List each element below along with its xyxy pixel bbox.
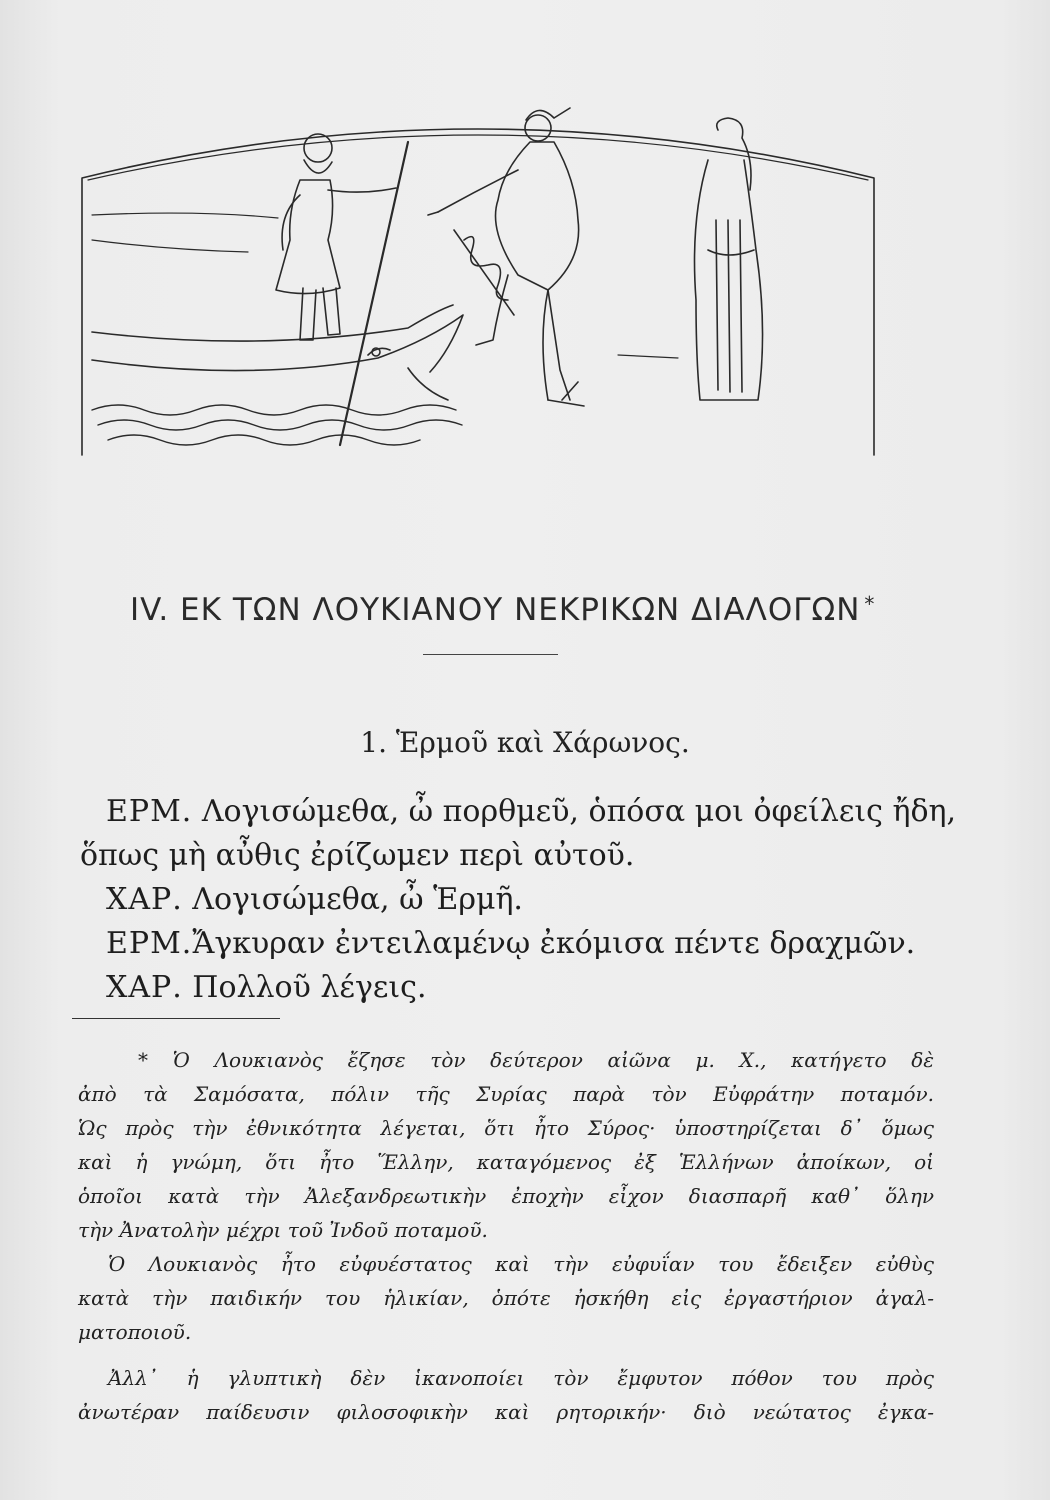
speaker-label: ΧΑΡ. <box>106 970 183 1005</box>
chapter-title-text: IV. ΕΚ ΤΩΝ ΛΟΥΚΙΑΝΟΥ ΝΕΚΡΙΚΩΝ ΔΙΑΛΟΓΩΝ <box>130 592 861 628</box>
footnote-line: Ὡς πρὸς τὴν ἐθνικότητα λέγεται, ὅτι ἦτο Σύρος· ὑποστηρίζεται δ᾿ ὅμως <box>78 1116 934 1140</box>
footnote-line: καὶ ἡ γνώμη, ὅτι ἦτο Ἕλλην, καταγόμενος ἐξ Ἑλλήνων ἀποίκων, οἱ <box>78 1150 934 1174</box>
dialogue-text <box>80 790 957 1010</box>
speaker-label: ΕΡΜ. <box>106 794 193 829</box>
footnote-divider <box>72 1018 280 1019</box>
shrouded-soul-figure <box>695 118 763 400</box>
chapter-title <box>130 592 950 628</box>
hermes-figure <box>428 108 584 406</box>
paragraph-gap <box>78 1349 934 1361</box>
title-divider <box>423 654 558 655</box>
footnote-line: * Ὁ Λουκιανὸς ἔζησε τὸν δεύτερον αἰῶνα μ. Χ., κατήγετο δὲ <box>138 1048 934 1072</box>
dialogue-utterance: Πολλοῦ λέγεις. <box>192 970 427 1005</box>
footnote-line: Ὁ Λουκιανὸς ἦτο εὐφυέστατος καὶ τὴν εὐφυΐαν του ἔδειξεν εὐθὺς <box>108 1252 934 1276</box>
charon-pole <box>340 142 408 445</box>
charon-hermes-illustration <box>78 100 878 460</box>
frame-arch <box>82 129 874 455</box>
charon-figure <box>276 134 396 340</box>
speaker-label: ΕΡΜ. <box>106 926 193 961</box>
speaker-label: ΧΑΡ. <box>106 882 183 917</box>
footnote-line: ἀπὸ τὰ Σαμόσατα, πόλιν τῆς Συρίας παρὰ τὸν Εὐφράτην ποταμόν. <box>78 1082 934 1106</box>
footnote-line: ἀνωτέραν παίδευσιν φιλοσοφικὴν καὶ ρητορικήν· διὸ νεώτατος ἐγκα- <box>78 1400 934 1424</box>
dialogue-utterance: Ἄγκυραν ἐντειλαμένῳ ἐκόμισα πέντε δραχμῶν. <box>192 926 916 961</box>
dialogue-utterance: Λογισώμεθα, ὦ πορθμεῦ, ὁπόσα μοι ὀφείλεις ἤδη, <box>201 794 957 829</box>
dialogue-line <box>80 922 940 966</box>
dialogue-line <box>80 878 940 922</box>
dialogue-line <box>80 966 940 1010</box>
footnote-line: ὁποῖοι κατὰ τὴν Ἀλεξανδρεωτικὴν ἐποχὴν εἶχον διασπαρῆ καθ᾿ ὅλην <box>78 1184 934 1208</box>
section-subtitle: 1. Ἑρμοῦ καὶ Χάρωνος. <box>360 726 690 759</box>
dialogue-line-continuation: ὅπως μὴ αὖθις ἐρίζωμεν περὶ αὐτοῦ. <box>80 838 635 873</box>
footnote <box>78 1043 934 1429</box>
footnote-line: ματοποιοῦ. <box>78 1320 192 1344</box>
water-waves <box>92 405 462 445</box>
dialogue-utterance: Λογισώμεθα, ὦ Ἑρμῆ. <box>192 882 523 917</box>
boat-drawing <box>92 305 463 400</box>
footnote-line: κατὰ τὴν παιδικήν του ἡλικίαν, ὁπότε ἠσκήθη εἰς ἐργαστήριον ἀγαλ- <box>78 1286 934 1310</box>
footnote-line: τὴν Ἀνατολὴν μέχρι τοῦ Ἰνδοῦ ποταμοῦ. <box>78 1218 488 1242</box>
footnote-line: Ἀλλ᾿ ἡ γλυπτικὴ δὲν ἱκανοποίει τὸν ἔμφυτον πόθον του πρὸς <box>108 1366 934 1390</box>
dialogue-line <box>80 790 957 834</box>
footnote-marker: * <box>864 592 876 616</box>
caduceus <box>454 230 514 315</box>
